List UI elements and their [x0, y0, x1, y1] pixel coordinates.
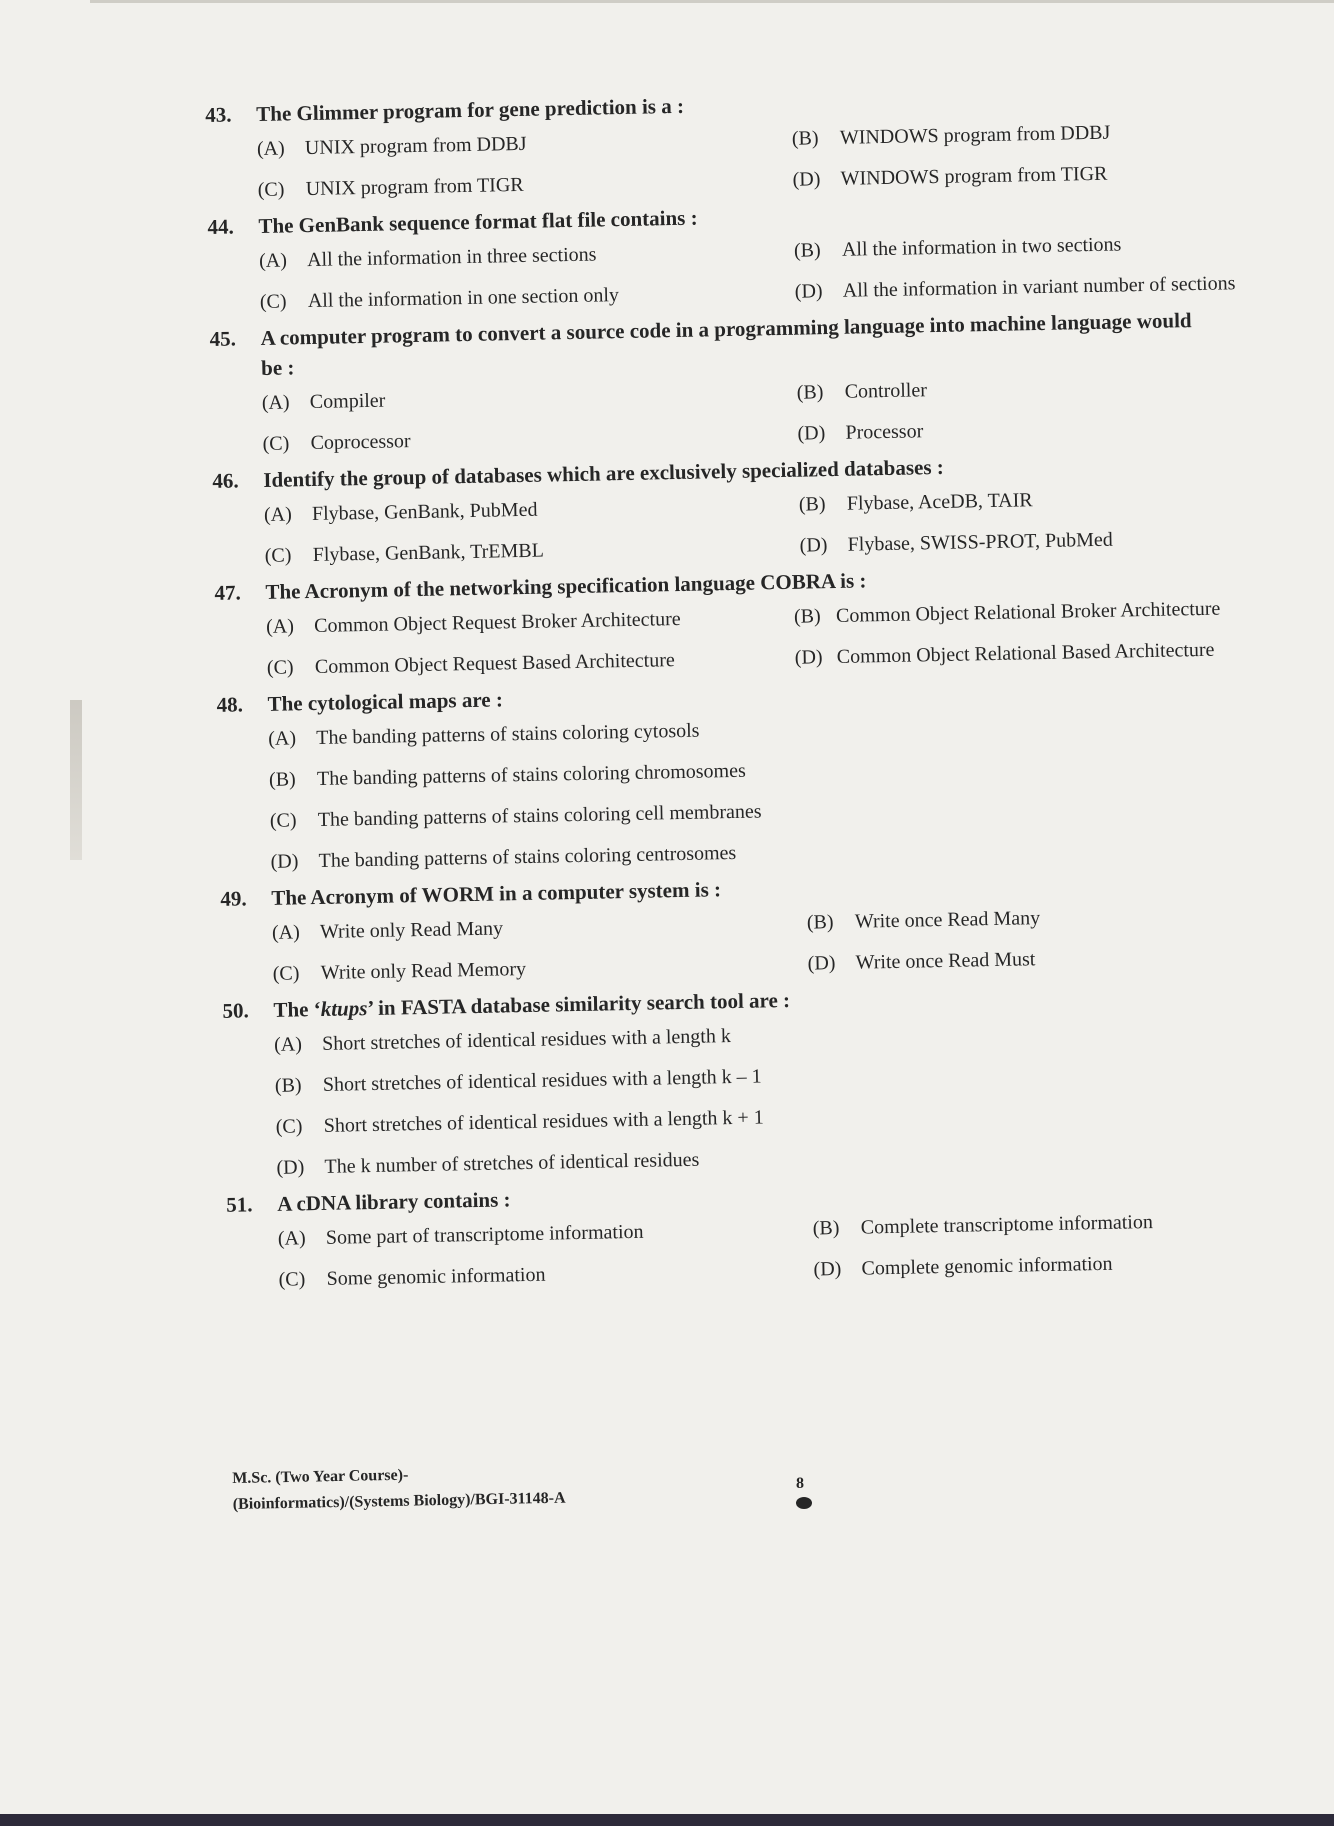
question-text-continued: be :: [260, 355, 295, 380]
option-a: (A) Flybase, GenBank, PubMed: [263, 498, 538, 526]
option-c: (C) All the information in one section only: [259, 284, 620, 313]
option-a: (A) All the information in three sections: [258, 243, 597, 272]
option-c: (C) Some genomic information: [278, 1263, 546, 1291]
option-d: (D) The k number of stretches of identical residues: [276, 1148, 700, 1179]
question-46: [212, 444, 1334, 578]
scan-edge-mark: [70, 700, 82, 860]
question-text: The GenBank sequence format flat file contains :: [258, 205, 698, 238]
question-number: 47.: [214, 580, 241, 605]
top-edge: [90, 0, 1334, 3]
question-number: 44.: [207, 214, 234, 239]
question-text: The Acronym of the networking specification language COBRA is :: [265, 568, 867, 604]
footer-line-2: (Bioinformatics)/(Systems Biology)/BGI-31148-A: [232, 1489, 566, 1513]
question-49: [220, 862, 1334, 996]
question-text: The Glimmer program for gene prediction is a :: [256, 93, 685, 127]
option-b: (B) All the information in two sections: [793, 233, 1122, 262]
option-a: (A) The banding patterns of stains coloring cytosols: [268, 719, 700, 750]
question-text: Identify the group of databases which are exclusively specialized databases :: [263, 454, 944, 492]
option-d: (D) Processor: [797, 420, 924, 445]
question-45: [209, 302, 1334, 466]
option-c: (C) Write only Read Memory: [272, 957, 527, 985]
option-b: (B) Flybase, AceDB, TAIR: [798, 489, 1033, 516]
option-d: (D) Common Object Relational Based Architecture: [794, 638, 1215, 669]
option-a: (A) UNIX program from DDBJ: [256, 132, 527, 161]
question-number: 43.: [205, 102, 232, 127]
page-number: 8: [796, 1475, 804, 1492]
page-mark: [796, 1497, 812, 1509]
option-d: (D) Flybase, SWISS-PROT, PubMed: [799, 528, 1114, 557]
option-a: (A) Short stretches of identical residues with a length k: [273, 1025, 732, 1056]
option-d: (D) The banding patterns of stains coloring centrosomes: [270, 841, 737, 873]
option-d: (D) Complete genomic information: [813, 1252, 1113, 1281]
option-a: (A) Some part of transcriptome information: [277, 1220, 644, 1250]
footer-course-code: [232, 1460, 566, 1518]
question-number: 49.: [220, 886, 247, 911]
footer-line-1: M.Sc. (Two Year Course)-: [232, 1466, 409, 1487]
option-a: (A) Common Object Request Broker Architecture: [265, 607, 681, 638]
option-c: (C) UNIX program from TIGR: [257, 173, 524, 202]
question-text: A computer program to convert a source code in a programming language into machine language would: [260, 308, 1192, 350]
ktups-term: ktups: [320, 996, 368, 1021]
question-text: The ‘ktups’ in FASTA database similarity search tool are :: [273, 987, 791, 1022]
option-b: (B) Write once Read Many: [806, 907, 1041, 934]
question-number: 51.: [225, 1192, 253, 1217]
option-b: (B) The banding patterns of stains coloring chromosomes: [268, 759, 746, 791]
question-text: The Acronym of WORM in a computer system is :: [271, 877, 722, 910]
options: [274, 1004, 1334, 1189]
option-a: (A) Compiler: [261, 389, 386, 414]
option-c: (C) Flybase, GenBank, TrEMBL: [264, 539, 545, 567]
question-44: [207, 190, 1334, 324]
option-d: (D) Write once Read Must: [807, 948, 1036, 975]
option-c: (C) Coprocessor: [262, 430, 411, 455]
option-c: (C) Short stretches of identical residues with a length k + 1: [275, 1106, 764, 1138]
options: [268, 698, 1334, 883]
question-number: 45.: [209, 326, 237, 351]
question-number: 46.: [212, 468, 239, 493]
option-b: (B) Controller: [796, 379, 928, 404]
question-48: [216, 668, 1334, 884]
option-a: (A) Write only Read Many: [271, 917, 504, 944]
question-number: 50.: [222, 998, 249, 1023]
option-c: (C) Common Object Request Based Architecture: [266, 649, 675, 679]
question-number: 48.: [216, 692, 244, 717]
question-43: [205, 78, 1334, 212]
option-d: (D) All the information in variant number of sections: [794, 272, 1236, 303]
option-b: (B) WINDOWS program from DDBJ: [791, 121, 1111, 150]
question-text: The cytological maps are :: [267, 687, 504, 716]
option-c: (C) The banding patterns of stains coloring cell membranes: [269, 800, 762, 832]
scan-border: [0, 1814, 1334, 1826]
question-47: [214, 556, 1334, 690]
option-b: (B) Short stretches of identical residues with a length k – 1: [274, 1065, 762, 1097]
option-d: (D) WINDOWS program from TIGR: [792, 162, 1108, 191]
question-text: A cDNA library contains :: [276, 1187, 511, 1216]
option-b: (B) Common Object Relational Broker Architecture: [793, 597, 1221, 628]
question-list: [205, 78, 1334, 1301]
question-50: [222, 974, 1334, 1190]
option-b: (B) Complete transcriptome information: [812, 1211, 1154, 1240]
question-51: [226, 1168, 1334, 1302]
